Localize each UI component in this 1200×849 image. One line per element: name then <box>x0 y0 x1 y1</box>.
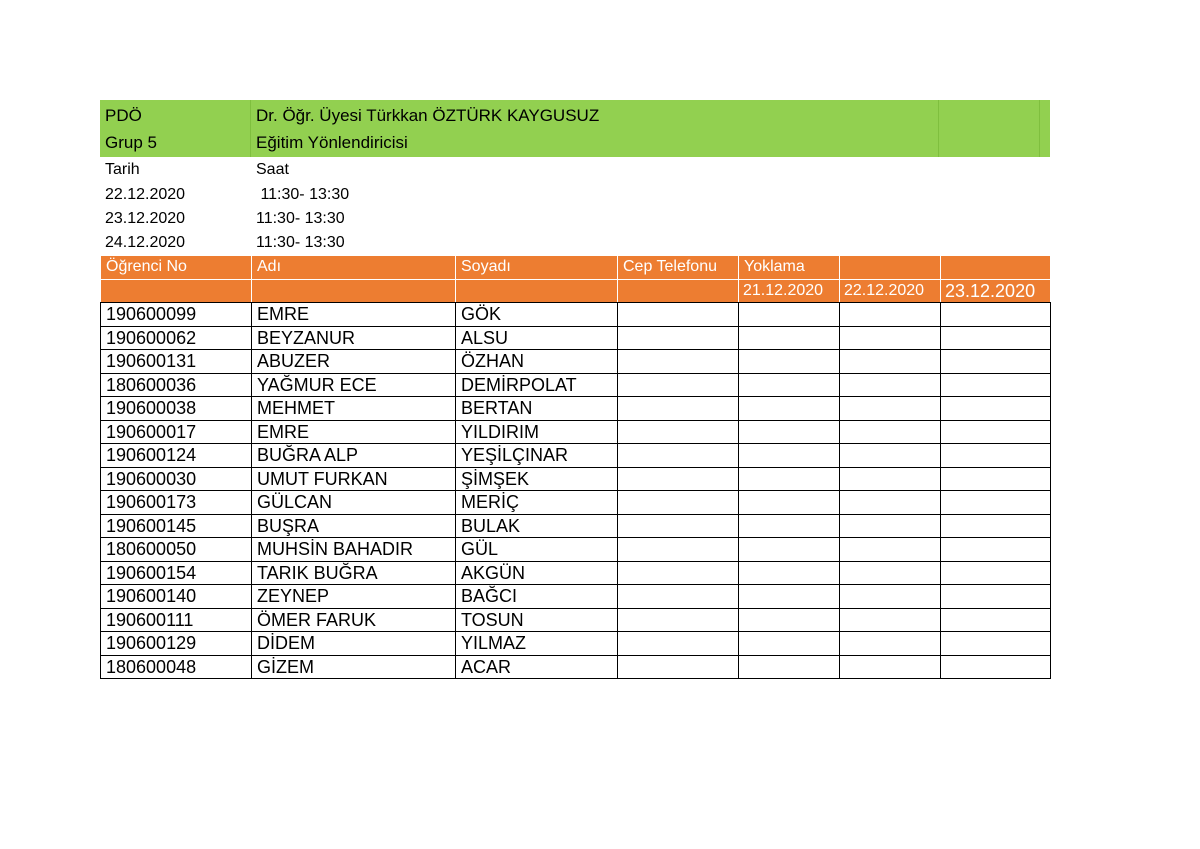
attendance-cell[interactable] <box>739 303 840 327</box>
attendance-cell[interactable] <box>941 444 1051 468</box>
student-name-cell: TARIK BUĞRA <box>252 561 456 585</box>
course-code: PDÖ <box>105 106 142 125</box>
student-surname-cell: YILMAZ <box>456 632 618 656</box>
col-name: Adı <box>252 256 456 280</box>
table-row <box>101 538 1051 562</box>
student-no-cell: 190600038 <box>101 397 252 421</box>
student-rows <box>101 303 1051 679</box>
attendance-date: 22.12.2020 <box>840 279 941 303</box>
student-surname-cell: GÜL <box>456 538 618 562</box>
phone-cell[interactable] <box>618 655 739 679</box>
instructor-role: Eğitim Yönlendiricisi <box>256 133 408 152</box>
attendance-cell[interactable] <box>840 514 941 538</box>
attendance-date: 23.12.2020 <box>941 279 1051 303</box>
table-row <box>101 467 1051 491</box>
phone-cell[interactable] <box>618 632 739 656</box>
table-row <box>101 373 1051 397</box>
group-label: Grup 5 <box>105 133 157 152</box>
col-attendance: Yoklama <box>739 256 840 280</box>
attendance-cell[interactable] <box>941 373 1051 397</box>
student-no-cell: 180600048 <box>101 655 252 679</box>
student-surname-cell: ALSU <box>456 326 618 350</box>
attendance-cell[interactable] <box>941 491 1051 515</box>
student-no-cell: 190600173 <box>101 491 252 515</box>
student-no-cell: 180600036 <box>101 373 252 397</box>
attendance-cell[interactable] <box>739 397 840 421</box>
attendance-cell[interactable] <box>739 514 840 538</box>
student-surname-cell: BERTAN <box>456 397 618 421</box>
attendance-cell[interactable] <box>941 326 1051 350</box>
student-name-cell: BUĞRA ALP <box>252 444 456 468</box>
schedule-time: 11:30- 13:30 <box>256 234 345 251</box>
col-empty <box>840 256 941 280</box>
phone-cell[interactable] <box>618 538 739 562</box>
student-name-cell: GİZEM <box>252 655 456 679</box>
header-blank-cell <box>456 279 618 303</box>
schedule-time: 11:30- 13:30 <box>256 186 350 203</box>
table-row <box>101 585 1051 609</box>
schedule-date: 23.12.2020 <box>105 210 186 227</box>
attendance-cell[interactable] <box>941 538 1051 562</box>
time-label: Saat <box>256 161 289 178</box>
attendance-cell[interactable] <box>941 420 1051 444</box>
student-name-cell: DİDEM <box>252 632 456 656</box>
student-name-cell: BUŞRA <box>252 514 456 538</box>
attendance-cell[interactable] <box>739 585 840 609</box>
attendance-cell[interactable] <box>941 585 1051 609</box>
student-name-cell: UMUT FURKAN <box>252 467 456 491</box>
attendance-cell[interactable] <box>840 585 941 609</box>
attendance-cell[interactable] <box>840 397 941 421</box>
attendance-cell[interactable] <box>739 608 840 632</box>
phone-cell[interactable] <box>618 561 739 585</box>
attendance-cell[interactable] <box>941 350 1051 374</box>
student-name-cell: ÖMER FARUK <box>252 608 456 632</box>
table-row <box>101 397 1051 421</box>
instructor-name: Dr. Öğr. Üyesi Türkkan ÖZTÜRK KAYGUSUZ <box>256 106 600 125</box>
col-empty <box>941 256 1051 280</box>
attendance-cell[interactable] <box>840 491 941 515</box>
student-surname-cell: DEMİRPOLAT <box>456 373 618 397</box>
table-row <box>101 303 1051 327</box>
student-no-cell: 190600017 <box>101 420 252 444</box>
date-label: Tarih <box>105 161 140 178</box>
student-name-cell: EMRE <box>252 420 456 444</box>
attendance-cell[interactable] <box>739 655 840 679</box>
student-surname-cell: ÖZHAN <box>456 350 618 374</box>
col-phone: Cep Telefonu <box>618 256 739 280</box>
attendance-cell[interactable] <box>941 467 1051 491</box>
table-row <box>101 420 1051 444</box>
attendance-cell[interactable] <box>739 561 840 585</box>
band-divider <box>250 100 251 157</box>
table-row <box>101 655 1051 679</box>
attendance-cell[interactable] <box>840 420 941 444</box>
attendance-cell[interactable] <box>840 632 941 656</box>
attendance-cell[interactable] <box>941 303 1051 327</box>
attendance-cell[interactable] <box>840 326 941 350</box>
band-divider <box>938 100 939 157</box>
header-blank-cell <box>618 279 739 303</box>
student-no-cell: 190600131 <box>101 350 252 374</box>
student-name-cell: BEYZANUR <box>252 326 456 350</box>
student-no-cell: 190600129 <box>101 632 252 656</box>
table-row <box>101 514 1051 538</box>
student-name-cell: ZEYNEP <box>252 585 456 609</box>
table-row <box>101 632 1051 656</box>
attendance-cell[interactable] <box>840 303 941 327</box>
table-row <box>101 561 1051 585</box>
student-no-cell: 180600050 <box>101 538 252 562</box>
attendance-cell[interactable] <box>739 326 840 350</box>
student-surname-cell: YILDIRIM <box>456 420 618 444</box>
header-blank-cell <box>101 279 252 303</box>
table-row <box>101 608 1051 632</box>
attendance-date: 21.12.2020 <box>739 279 840 303</box>
date-header-row <box>101 279 1051 303</box>
attendance-cell[interactable] <box>739 444 840 468</box>
student-name-cell: ABUZER <box>252 350 456 374</box>
table-row <box>101 326 1051 350</box>
student-no-cell: 190600140 <box>101 585 252 609</box>
col-surname: Soyadı <box>456 256 618 280</box>
phone-cell[interactable] <box>618 420 739 444</box>
attendance-cell[interactable] <box>739 420 840 444</box>
table-row <box>101 444 1051 468</box>
student-no-cell: 190600030 <box>101 467 252 491</box>
col-student-no: Öğrenci No <box>101 256 252 280</box>
schedule-date: 24.12.2020 <box>105 234 186 251</box>
student-no-cell: 190600154 <box>101 561 252 585</box>
schedule-date: 22.12.2020 <box>105 186 186 203</box>
column-header-row <box>101 256 1051 280</box>
attendance-cell[interactable] <box>941 632 1051 656</box>
student-no-cell: 190600062 <box>101 326 252 350</box>
attendance-cell[interactable] <box>941 561 1051 585</box>
student-name-cell: MEHMET <box>252 397 456 421</box>
phone-cell[interactable] <box>618 514 739 538</box>
phone-cell[interactable] <box>618 608 739 632</box>
header-blank-cell <box>252 279 456 303</box>
phone-cell[interactable] <box>618 585 739 609</box>
student-surname-cell: BULAK <box>456 514 618 538</box>
attendance-cell[interactable] <box>739 350 840 374</box>
phone-cell[interactable] <box>618 397 739 421</box>
attendance-cell[interactable] <box>840 350 941 374</box>
student-surname-cell: BAĞCI <box>456 585 618 609</box>
phone-cell[interactable] <box>618 467 739 491</box>
student-surname-cell: ŞİMŞEK <box>456 467 618 491</box>
student-table <box>100 255 1051 679</box>
attendance-cell[interactable] <box>739 491 840 515</box>
phone-cell[interactable] <box>618 350 739 374</box>
attendance-cell[interactable] <box>941 655 1051 679</box>
phone-cell[interactable] <box>618 491 739 515</box>
student-surname-cell: ACAR <box>456 655 618 679</box>
attendance-cell[interactable] <box>840 608 941 632</box>
student-no-cell: 190600124 <box>101 444 252 468</box>
attendance-cell[interactable] <box>739 373 840 397</box>
student-name-cell: YAĞMUR ECE <box>252 373 456 397</box>
band-divider <box>1039 100 1040 157</box>
attendance-cell[interactable] <box>739 467 840 491</box>
attendance-cell[interactable] <box>840 538 941 562</box>
attendance-cell[interactable] <box>840 561 941 585</box>
student-no-cell: 190600111 <box>101 608 252 632</box>
attendance-cell[interactable] <box>739 632 840 656</box>
student-name-cell: MUHSİN BAHADIR <box>252 538 456 562</box>
phone-cell[interactable] <box>618 444 739 468</box>
attendance-cell[interactable] <box>941 514 1051 538</box>
attendance-cell[interactable] <box>739 538 840 562</box>
attendance-cell[interactable] <box>840 373 941 397</box>
student-surname-cell: AKGÜN <box>456 561 618 585</box>
student-no-cell: 190600145 <box>101 514 252 538</box>
phone-cell[interactable] <box>618 303 739 327</box>
student-surname-cell: GÖK <box>456 303 618 327</box>
phone-cell[interactable] <box>618 326 739 350</box>
student-surname-cell: YEŞİLÇINAR <box>456 444 618 468</box>
attendance-cell[interactable] <box>941 608 1051 632</box>
schedule-time: 11:30- 13:30 <box>256 210 345 227</box>
student-name-cell: EMRE <box>252 303 456 327</box>
attendance-cell[interactable] <box>840 655 941 679</box>
attendance-cell[interactable] <box>840 467 941 491</box>
student-surname-cell: TOSUN <box>456 608 618 632</box>
table-row <box>101 491 1051 515</box>
student-no-cell: 190600099 <box>101 303 252 327</box>
student-surname-cell: MERİÇ <box>456 491 618 515</box>
attendance-cell[interactable] <box>941 397 1051 421</box>
attendance-cell[interactable] <box>840 444 941 468</box>
table-row <box>101 350 1051 374</box>
student-name-cell: GÜLCAN <box>252 491 456 515</box>
phone-cell[interactable] <box>618 373 739 397</box>
